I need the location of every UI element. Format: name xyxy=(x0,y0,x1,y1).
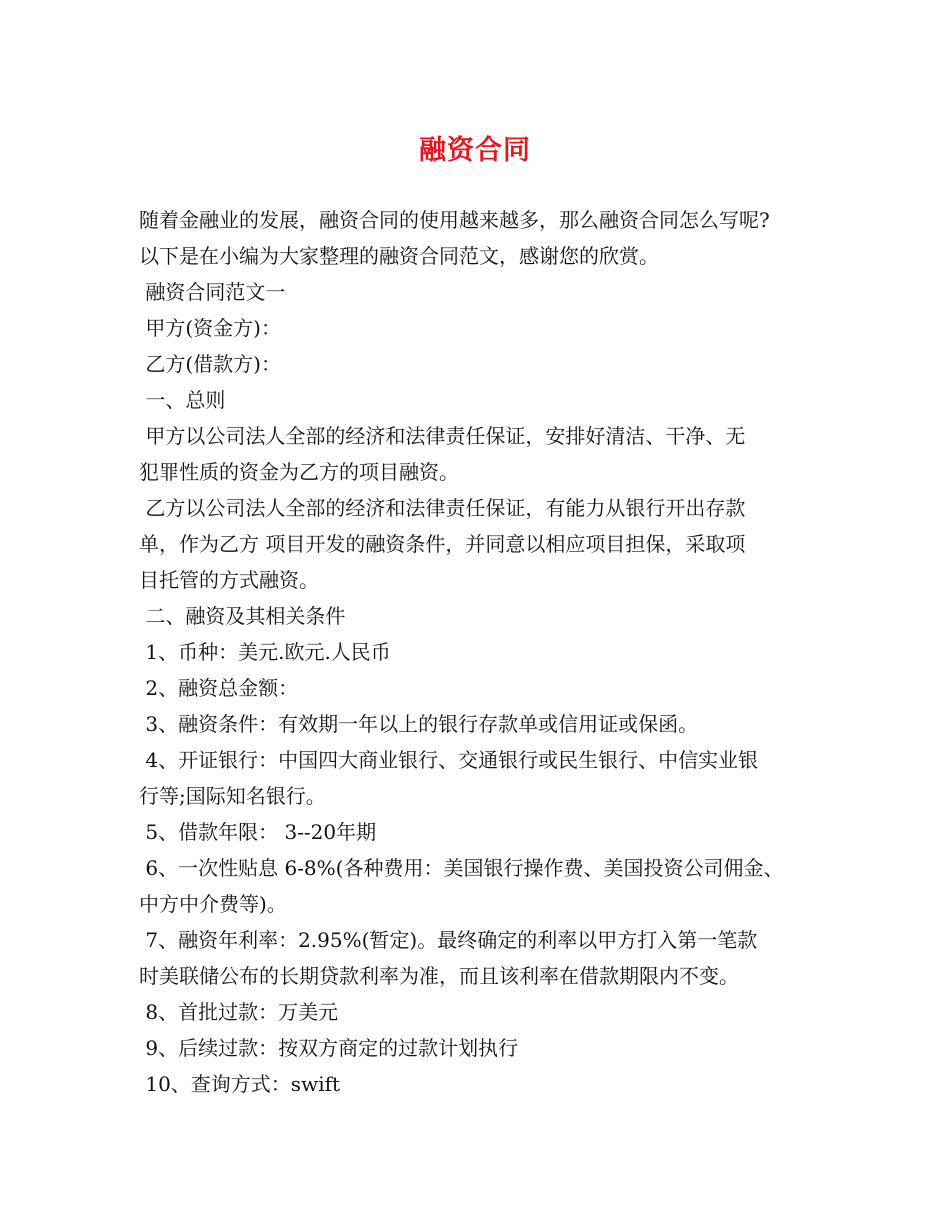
clause-line: 时美联储公布的长期贷款利率为准，而且该利率在借款期限内不变。 xyxy=(139,964,739,988)
clause-line: 3、融资条件：有效期一年以上的银行存款单或信用证或保函。 xyxy=(139,712,699,736)
paragraph-line: 目托管的方式融资。 xyxy=(139,568,319,592)
paragraph-line: 甲方以公司法人全部的经济和法律责任保证，安排好清洁、干净、无 xyxy=(139,424,746,448)
clause-line: 9、后续过款：按双方商定的过款计划执行 xyxy=(139,1036,519,1060)
paragraph-line: 以下是在小编为大家整理的融资合同范文，感谢您的欣赏。 xyxy=(139,244,659,268)
paragraph-line: 犯罪性质的资金为乙方的项目融资。 xyxy=(139,460,459,484)
paragraph-line: 随着金融业的发展，融资合同的使用越来越多，那么融资合同怎么写呢? xyxy=(139,208,770,232)
section-heading: 一、总则 xyxy=(139,388,226,412)
party-b-line: 乙方(借款方)： xyxy=(139,352,281,376)
document-title: 融资合同 xyxy=(419,135,531,166)
section-heading: 融资合同范文一 xyxy=(139,280,286,304)
section-heading: 二、融资及其相关条件 xyxy=(139,604,346,628)
clause-line: 2、融资总金额： xyxy=(139,676,299,700)
clause-line: 8、首批过款：万美元 xyxy=(139,1000,339,1024)
clause-line: 中方中介费等)。 xyxy=(139,892,287,916)
paragraph-line: 乙方以公司法人全部的经济和法律责任保证，有能力从银行开出存款 xyxy=(139,496,746,520)
paragraph-line: 单，作为乙方 项目开发的融资条件，并同意以相应项目担保，采取项 xyxy=(139,532,746,556)
clause-line: 行等;国际知名银行。 xyxy=(139,784,326,808)
clause-line: 10、查询方式：swift xyxy=(139,1072,341,1096)
document-body xyxy=(139,202,839,1102)
clause-line: 5、借款年限： 3--20年期 xyxy=(139,820,377,844)
clause-line: 6、一次性贴息 6-8%(各种费用：美国银行操作费、美国投资公司佣金、 xyxy=(139,856,784,880)
clause-line: 4、开证银行：中国四大商业银行、交通银行或民生银行、中信实业银 xyxy=(139,748,759,772)
clause-line: 1、币种：美元.欧元.人民币 xyxy=(139,640,391,664)
party-a-line: 甲方(资金方)： xyxy=(139,316,281,340)
clause-line: 7、融资年利率：2.95%(暂定)。最终确定的利率以甲方打入第一笔款 xyxy=(139,928,758,952)
